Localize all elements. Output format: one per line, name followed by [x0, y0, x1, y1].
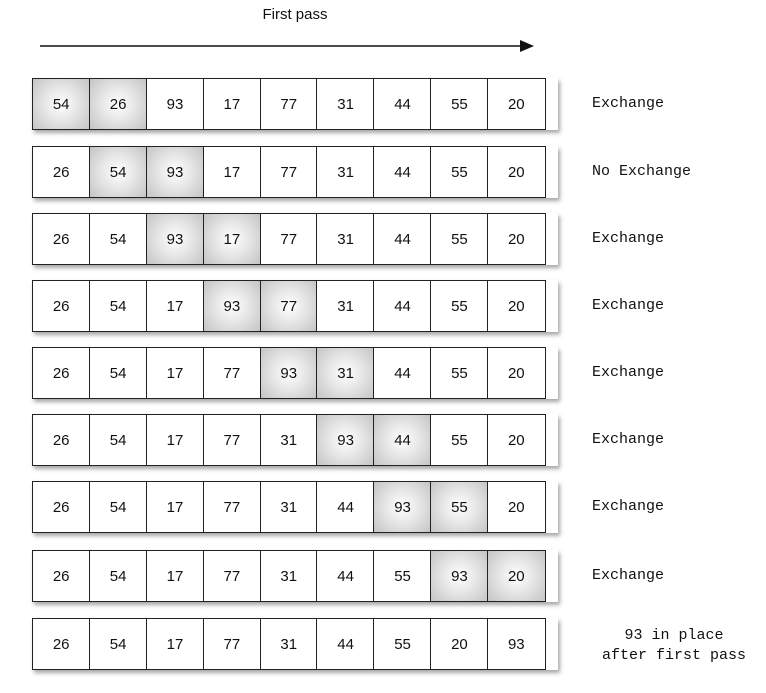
- compared-cell: 54: [89, 146, 147, 198]
- compared-cell: 93: [203, 280, 261, 332]
- compared-cell: 93: [146, 146, 204, 198]
- array-row: [32, 280, 558, 332]
- step-label: Exchange: [592, 498, 665, 515]
- pass-direction-arrow: [0, 0, 766, 70]
- array-cell: 31: [316, 146, 374, 198]
- array-cell: 54: [89, 347, 147, 399]
- array-cell: 26: [32, 146, 90, 198]
- step-label: Exchange: [592, 364, 665, 381]
- array-cell: 20: [487, 280, 545, 332]
- array-cell: 44: [373, 347, 431, 399]
- compared-cell: 54: [32, 78, 90, 130]
- array-cell: 55: [430, 414, 488, 466]
- array-cell: 31: [316, 280, 374, 332]
- compared-cell: 26: [89, 78, 147, 130]
- array-cell: 20: [487, 414, 545, 466]
- array-row: [32, 146, 558, 198]
- array-cell: 54: [89, 618, 147, 670]
- array-row: [32, 414, 558, 466]
- array-cell: 20: [487, 146, 545, 198]
- compared-cell: 20: [487, 550, 545, 602]
- compared-cell: 44: [373, 414, 431, 466]
- array-cell: 77: [260, 78, 318, 130]
- array-cell: 17: [146, 280, 204, 332]
- array-cell: 17: [146, 618, 204, 670]
- compared-cell: 93: [146, 213, 204, 265]
- array-cell: 20: [487, 78, 545, 130]
- step-label: Exchange: [592, 230, 665, 247]
- array-cell: 77: [203, 347, 261, 399]
- compared-cell: 17: [203, 213, 261, 265]
- compared-cell: 31: [316, 347, 374, 399]
- compared-cell: 77: [260, 280, 318, 332]
- array-cell: 55: [430, 78, 488, 130]
- array-cell: 17: [146, 550, 204, 602]
- step-label: Exchange: [592, 297, 665, 314]
- array-cell: 31: [260, 414, 318, 466]
- array-cell: 44: [316, 618, 374, 670]
- step-label: No Exchange: [592, 163, 692, 180]
- array-cell: 93: [146, 78, 204, 130]
- array-cell: 26: [32, 618, 90, 670]
- array-cell: 31: [260, 481, 318, 533]
- array-row: [32, 550, 558, 602]
- array-cell: 44: [316, 481, 374, 533]
- array-cell: 31: [316, 78, 374, 130]
- array-cell: 17: [146, 481, 204, 533]
- step-label: Exchange: [592, 567, 665, 584]
- array-cell: 31: [260, 550, 318, 602]
- array-row: [32, 618, 558, 670]
- step-label: Exchange: [592, 431, 665, 448]
- step-label: 93 in place after first pass: [601, 627, 747, 664]
- array-cell: 31: [316, 213, 374, 265]
- array-cell: 55: [373, 618, 431, 670]
- compared-cell: 55: [430, 481, 488, 533]
- compared-cell: 93: [373, 481, 431, 533]
- array-cell: 77: [203, 550, 261, 602]
- array-cell: 44: [316, 550, 374, 602]
- array-cell: 54: [89, 213, 147, 265]
- step-label: Exchange: [592, 95, 665, 112]
- array-row: [32, 347, 558, 399]
- array-cell: 26: [32, 414, 90, 466]
- array-cell: 54: [89, 481, 147, 533]
- array-cell: 44: [373, 78, 431, 130]
- array-cell: 54: [89, 414, 147, 466]
- array-cell: 17: [203, 78, 261, 130]
- array-cell: 55: [430, 213, 488, 265]
- array-cell: 17: [146, 347, 204, 399]
- array-cell: 55: [430, 146, 488, 198]
- array-cell: 77: [260, 213, 318, 265]
- array-cell: 20: [487, 481, 545, 533]
- array-cell: 17: [146, 414, 204, 466]
- array-cell: 20: [487, 213, 545, 265]
- array-cell: 54: [89, 550, 147, 602]
- diagram-title: First pass: [262, 6, 328, 23]
- array-cell: 55: [430, 347, 488, 399]
- array-row: [32, 78, 558, 130]
- array-cell: 20: [487, 347, 545, 399]
- array-cell: 93: [487, 618, 545, 670]
- array-cell: 20: [430, 618, 488, 670]
- array-cell: 77: [203, 481, 261, 533]
- array-cell: 77: [260, 146, 318, 198]
- array-cell: 26: [32, 481, 90, 533]
- compared-cell: 93: [430, 550, 488, 602]
- array-cell: 55: [430, 280, 488, 332]
- compared-cell: 93: [316, 414, 374, 466]
- array-row: [32, 481, 558, 533]
- array-cell: 44: [373, 146, 431, 198]
- array-cell: 26: [32, 280, 90, 332]
- compared-cell: 93: [260, 347, 318, 399]
- array-row: [32, 213, 558, 265]
- array-cell: 26: [32, 213, 90, 265]
- array-cell: 44: [373, 213, 431, 265]
- array-cell: 77: [203, 414, 261, 466]
- array-cell: 77: [203, 618, 261, 670]
- array-cell: 17: [203, 146, 261, 198]
- array-cell: 55: [373, 550, 431, 602]
- array-cell: 26: [32, 347, 90, 399]
- array-cell: 26: [32, 550, 90, 602]
- array-cell: 31: [260, 618, 318, 670]
- array-cell: 44: [373, 280, 431, 332]
- array-cell: 54: [89, 280, 147, 332]
